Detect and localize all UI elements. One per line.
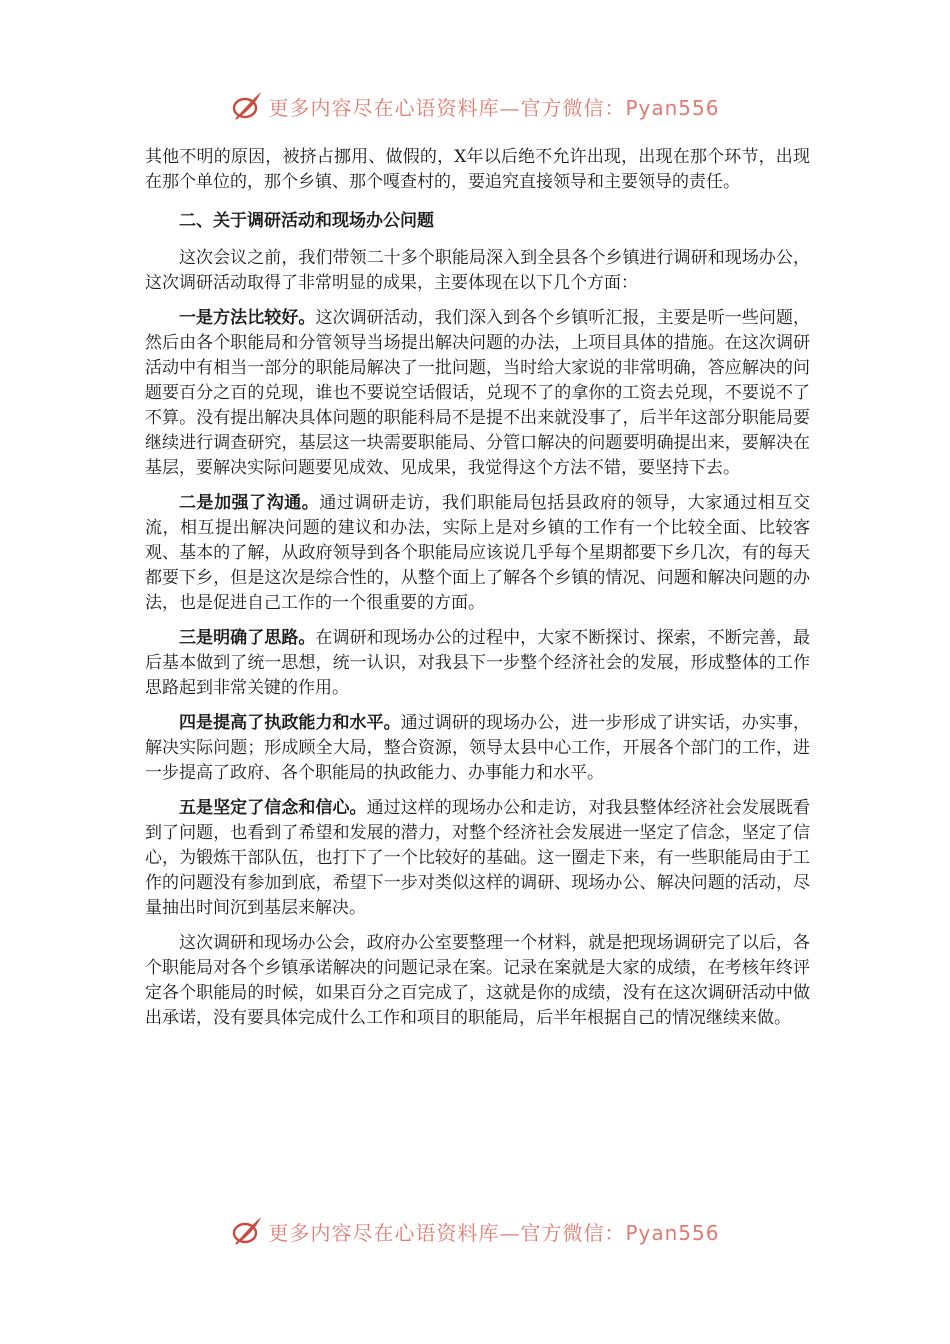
point-paragraph-1 <box>145 306 810 481</box>
point-paragraph-2 <box>145 491 810 616</box>
watermark-wechat: 官方微信：Pyan556 <box>520 95 720 120</box>
watermark-brand: 更多内容尽在心语资料库 <box>268 1220 500 1245</box>
point-lead: 四是提高了执政能力和水平。 <box>179 713 401 733</box>
quill-logo-icon <box>230 1214 264 1248</box>
point-text: 在调研和现场办公的过程中，大家不断探讨、探索，不断完善，最后基本做到了统一思想，统一认识，对我县下一步整个经济社会的发展，形成整体的工作思路起到非常关键的作用。 <box>145 628 811 698</box>
watermark-brand: 更多内容尽在心语资料库 <box>268 95 500 120</box>
watermark-text <box>268 92 719 121</box>
section-heading: 二、关于调研活动和现场办公问题 <box>179 211 434 231</box>
closing-paragraph: 这次调研和现场办公会，政府办公室要整理一个材料，就是把现场调研完了以后，各个职能局对各个乡镇承诺解决的问题记录在案。记录在案就是大家的成绩，在考核年终评定各个职能局的时候，如果百分之百完成了，这就是你的成绩，没有在这次调研活动中做出承诺，没有要具体完成什么工作和项目的职能局，后半年根据自己的情况继续来做。 <box>145 933 810 1028</box>
point-lead: 三是明确了思路。 <box>179 628 316 648</box>
point-text: 通过这样的现场办公和走访，对我县整体经济社会发展既看到了问题，也看到了希望和发展的潜力，对整个经济社会发展进一坚定了信念，坚定了信心，为锻炼干部队伍，也打下了一个比较好的基础。这一圈走下来，有一些职能局由于工作的问题没有参加到底，希望下一步对类似这样的调研、现场办公、解决问题的活动，尽量抽出时间沉到基层来解决。 <box>145 798 811 918</box>
point-lead: 五是坚定了信念和信心。 <box>179 798 367 818</box>
point-lead: 一是方法比较好。 <box>179 308 316 328</box>
watermark-text <box>268 1217 719 1246</box>
point-paragraph-4 <box>145 711 810 786</box>
point-paragraph-3 <box>145 626 810 701</box>
watermark-separator: — <box>499 95 521 120</box>
point-paragraph-5 <box>145 796 810 921</box>
watermark-separator: — <box>499 1220 521 1245</box>
watermark-banner-top <box>0 86 950 126</box>
intro-paragraph: 这次会议之前，我们带领二十多个职能局深入到全县各个乡镇进行调研和现场办公，这次调研活动取得了非常明显的成果，主要体现在以下几个方面： <box>145 248 810 293</box>
point-lead: 二是加强了沟通。 <box>179 493 320 513</box>
point-text: 这次调研活动，我们深入到各个乡镇听汇报，主要是听一些问题，然后由各个职能局和分管领导当场提出解决问题的办法，上项目具体的措施。在这次调研活动中有相当一部分的职能局解决了一批问题，当时给大家说的非常明确，答应解决的问题要百分之百的兑现，谁也不要说空话假话，兑现不了的拿你的工资去兑现，不要说不了不算。没有提出解决具体问题的职能科局不是提不出来就没事了，后半年这部分职能局要继续进行调查研究，基层这一块需要职能局、分管口解决的问题要明确提出来，要解决在基层，要解决实际问题要见成效、见成果，我觉得这个方法不错，要坚持下去。 <box>145 308 811 478</box>
point-text: 通过调研走访，我们职能局包括县政府的领导，大家通过相互交流，相互提出解决问题的建议和办法，实际上是对乡镇的工作有一个比较全面、比较客观、基本的了解，从政府领导到各个职能局应该说几乎每个星期都要下乡几次，有的每天都要下乡，但是这次是综合性的，从整个面上了解各个乡镇的情况、问题和解决问题的办法，也是促进自己工作的一个很重要的方面。 <box>145 493 810 613</box>
point-text: 通过调研的现场办公，进一步形成了讲实话，办实事，解决实际问题；形成顾全大局，整合资源，领导太县中心工作，开展各个部门的工作，进一步提高了政府、各个职能局的执政能力、办事能力和水平。 <box>145 713 811 783</box>
quill-logo-icon <box>230 89 264 123</box>
document-body <box>145 145 810 1041</box>
watermark-banner-bottom <box>0 1211 950 1251</box>
continuation-paragraph: 其他不明的原因，被挤占挪用、做假的，X年以后绝不允许出现，出现在那个环节，出现在那个单位的，那个乡镇、那个嘎查村的，要追究直接领导和主要领导的责任。 <box>145 147 810 192</box>
watermark-wechat: 官方微信：Pyan556 <box>520 1220 720 1245</box>
